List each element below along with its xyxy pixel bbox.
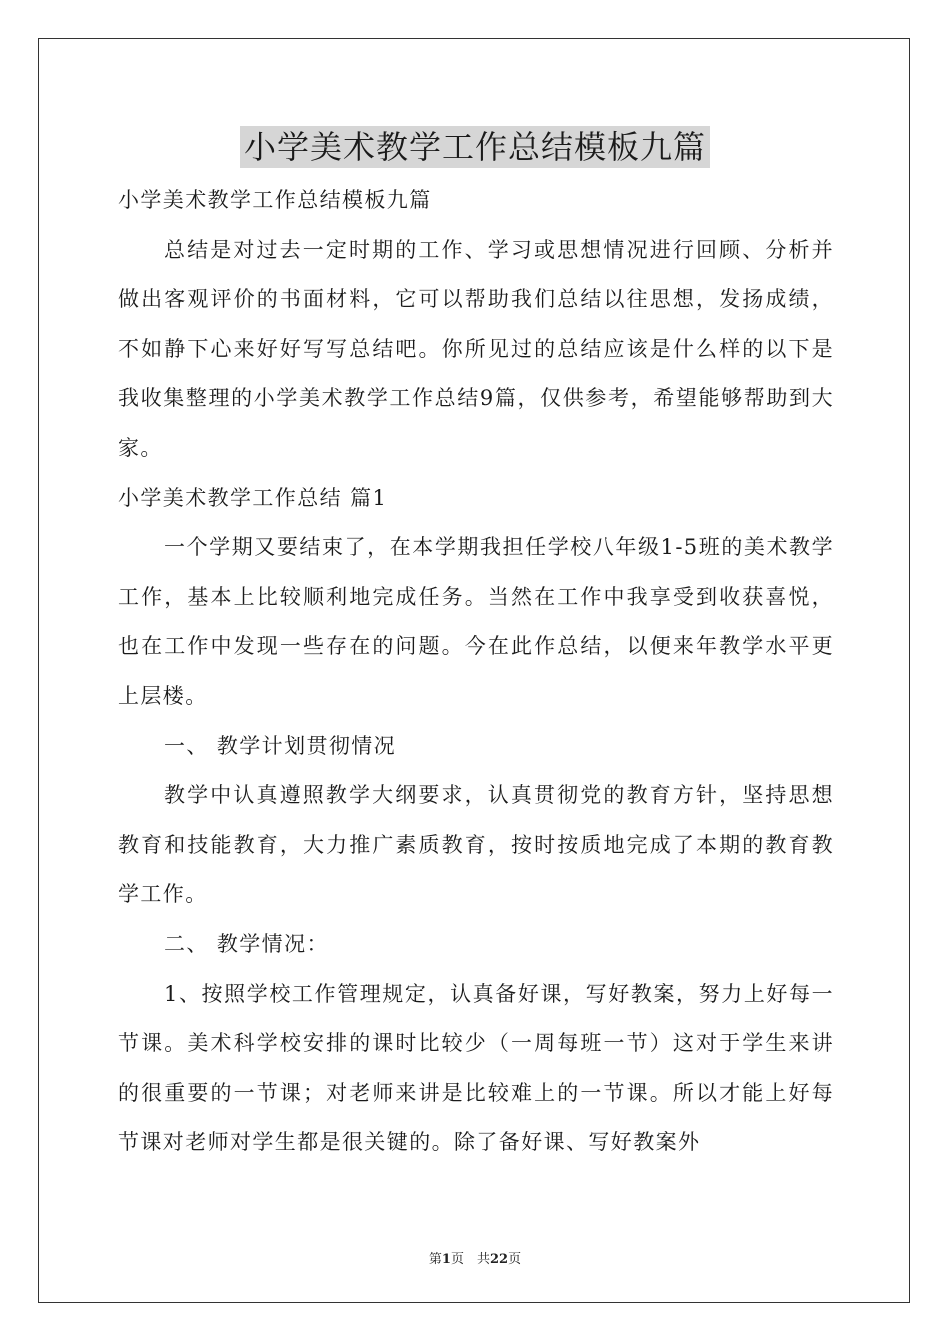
- title-wrap: [0, 126, 950, 168]
- section-heading: 小学美术教学工作总结 篇1: [118, 485, 388, 510]
- body-paragraph: 一个学期又要结束了，在本学期我担任学校八年级1-5班的美术教学工作，基本上比较顺利地完成任务。当然在工作中我享受到收获喜悦，也在工作中发现一些存在的问题。今在此作总结，以便来年教学水平更上层楼。: [118, 535, 834, 708]
- subtitle-paragraph: 小学美术教学工作总结模板九篇: [118, 188, 432, 212]
- subheading-plan: 一、 教学计划贯彻情况: [164, 733, 397, 758]
- intro-paragraph: 总结是对过去一定时期的工作、学习或思想情况进行回顾、分析并做出客观评价的书面材料，它可以帮助我们总结以往思想，发扬成绩，不如静下心来好好写写总结吧。你所见过的总结应该是什么样的以下是我收集整理的小学美术教学工作总结9篇，仅供参考，希望能够帮助到大家。: [118, 237, 834, 460]
- body-paragraph: 1、按照学校工作管理规定，认真备好课，写好教案，努力上好每一节课。美术科学校安排的课时比较少（一周每班一节）这对于学生来讲的很重要的一节课；对老师来讲是比较难上的一节课。所以才能上好每节课对老师对学生都是很关键的。除了备好课、写好教案外: [118, 981, 834, 1155]
- footer-prefix: 第: [428, 1252, 442, 1267]
- page-footer: [0, 1248, 950, 1267]
- document-title: 小学美术教学工作总结模板九篇: [240, 126, 710, 168]
- footer-middle: 页 共: [450, 1252, 490, 1267]
- page-number: 1: [441, 1252, 451, 1267]
- subheading-teaching: 二、 教学情况：: [164, 931, 329, 956]
- page-total: 22: [489, 1252, 509, 1267]
- document-body: [118, 176, 834, 1168]
- body-paragraph: 教学中认真遵照教学大纲要求，认真贯彻党的教育方针，坚持思想教育和技能教育，大力推广素质教育，按时按质地完成了本期的教育教学工作。: [118, 783, 834, 907]
- footer-suffix: 页: [508, 1252, 522, 1267]
